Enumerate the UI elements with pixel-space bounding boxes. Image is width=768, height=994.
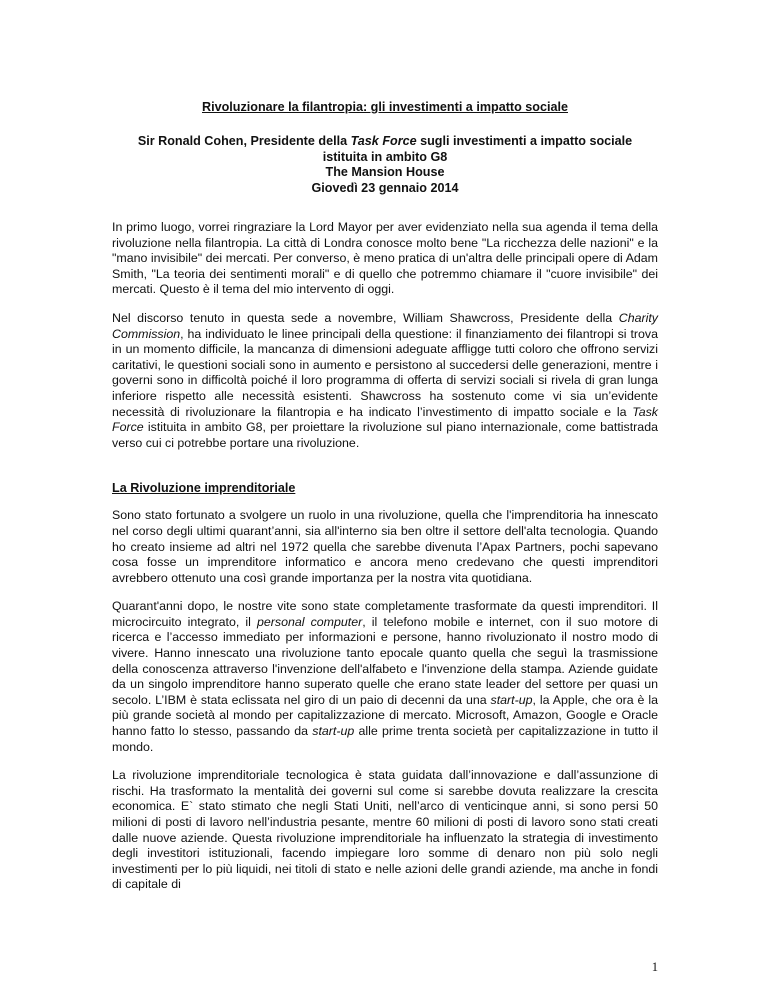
paragraph: La rivoluzione imprenditoriale tecnologica è stata guidata dall’innovazione e dall’assunzione di rischi. Ha trasformato la mentalità dei governi sul come si sarebbe dovuta realizzare la crescita economica. E` stato stimato che negli Stati Uniti, nell’arco di venticinque anni, si sono persi 50 milioni di posti di lavoro nell’industria pesante, mentre 60 milioni di posti di lavoro sono stati creati dalle nuove aziende. Questa rivoluzione imprenditoriale ha influenzato la strategia di investimento degli investitori istituzionali, facendo impiegare loro somme di denaro non più solo negli investimenti per lo più liquidi, nei titoli di stato e nelle azioni delle grandi aziende, ma anche in fondi di capitale di xyxy=(112,768,658,892)
speaker-line-2: istituita in ambito G8 xyxy=(322,149,448,164)
paragraph: Quarant'anni dopo, le nostre vite sono state completamente trasformate da questi imprenditori. Il microcircuito integrato, il personal computer, il telefono mobile e internet, con il suo motore di ricerca e l’accesso immediato per informazioni e persone, hanno rivoluzionato il nostro modo di vivere. Hanno innescato una rivoluzione tanto epocale quanto quella che seguì la trasmissione della conoscenza attraverso l'invenzione dell'alfabeto e l'invenzione della stampa. Aziende guidate da un singolo imprenditore hanno superato quelle che erano state leader del settore per quasi un secolo. L’IBM è stata eclissata nel giro di un paio di decenni da una start-up, la Apple, che ora è la più grande società al mondo per capitalizzazione di mercato. Microsoft, Amazon, Google e Oracle hanno fatto lo stesso, passando da start-up alle prime trenta società per capitalizzazione in tutto il mondo. xyxy=(112,599,659,754)
speaker-block xyxy=(112,134,658,196)
date: Giovedì 23 gennaio 2014 xyxy=(311,180,459,195)
speaker-line: Sir Ronald Cohen, Presidente della Task Force sugli investimenti a impatto sociale xyxy=(137,134,633,148)
page-number: 1 xyxy=(651,960,658,974)
document-body xyxy=(112,220,658,893)
document-title: Rivoluzionare la filantropia: gli investimenti a impatto sociale xyxy=(202,100,568,114)
section-heading: La Rivoluzione imprenditoriale xyxy=(112,481,296,496)
paragraph: In primo luogo, vorrei ringraziare la Lord Mayor per aver evidenziato nella sua agenda il tema della rivoluzione nella filantropia. La città di Londra conosce molto bene "La ricchezza delle nazioni" e la "mano invisibile" dei mercati. Per converso, è meno pratica di un'altra delle principali opere di Adam Smith, "La teoria dei sentimenti morali" e di quello che potremmo chiamare il "cuore invisibile" dei mercati. Questo è il tema del mio intervento di oggi. xyxy=(112,220,658,297)
paragraph: Sono stato fortunato a svolgere un ruolo in una rivoluzione, quella che l'imprenditoria ha innescato nel corso degli ultimi quarant’anni, sia all'interno sia ben oltre il settore dell'alta tecnologia. Quando ho creato insieme ad altri nel 1972 quella che sarebbe divenuta l’Apax Partners, pochi sapevano cosa fosse un imprenditore informatico e ancora meno credevano che questi imprenditori avrebbero ottenuto una così grande importanza per la nostra vita quotidiana. xyxy=(112,508,658,585)
venue: The Mansion House xyxy=(325,165,445,179)
paragraph: Nel discorso tenuto in questa sede a novembre, William Shawcross, Presidente della Charity Commission, ha individuato le linee principali della questione: il finanziamento dei filantropi si trova in un momento difficile, la mancanza di dimensioni adeguate affligge tutti coloro che offrono servizi caritativi, le questioni sociali sono in aumento e persistono al succedersi delle generazioni, mentre i governi sono in difficoltà poiché il loro programma di offerta di servizi sociali si rivela di gran lunga inferiore rispetto alle necessità esistenti. Shawcross ha sostenuto come vi sia un’evidente necessità di rivoluzionare la filantropia e ha indicato l’investimento di impatto sociale e la Task Force istituita in ambito G8, per proiettare la rivoluzione sul piano internazionale, come battistrada verso cui ci potrebbe portare una rivoluzione. xyxy=(112,310,658,450)
